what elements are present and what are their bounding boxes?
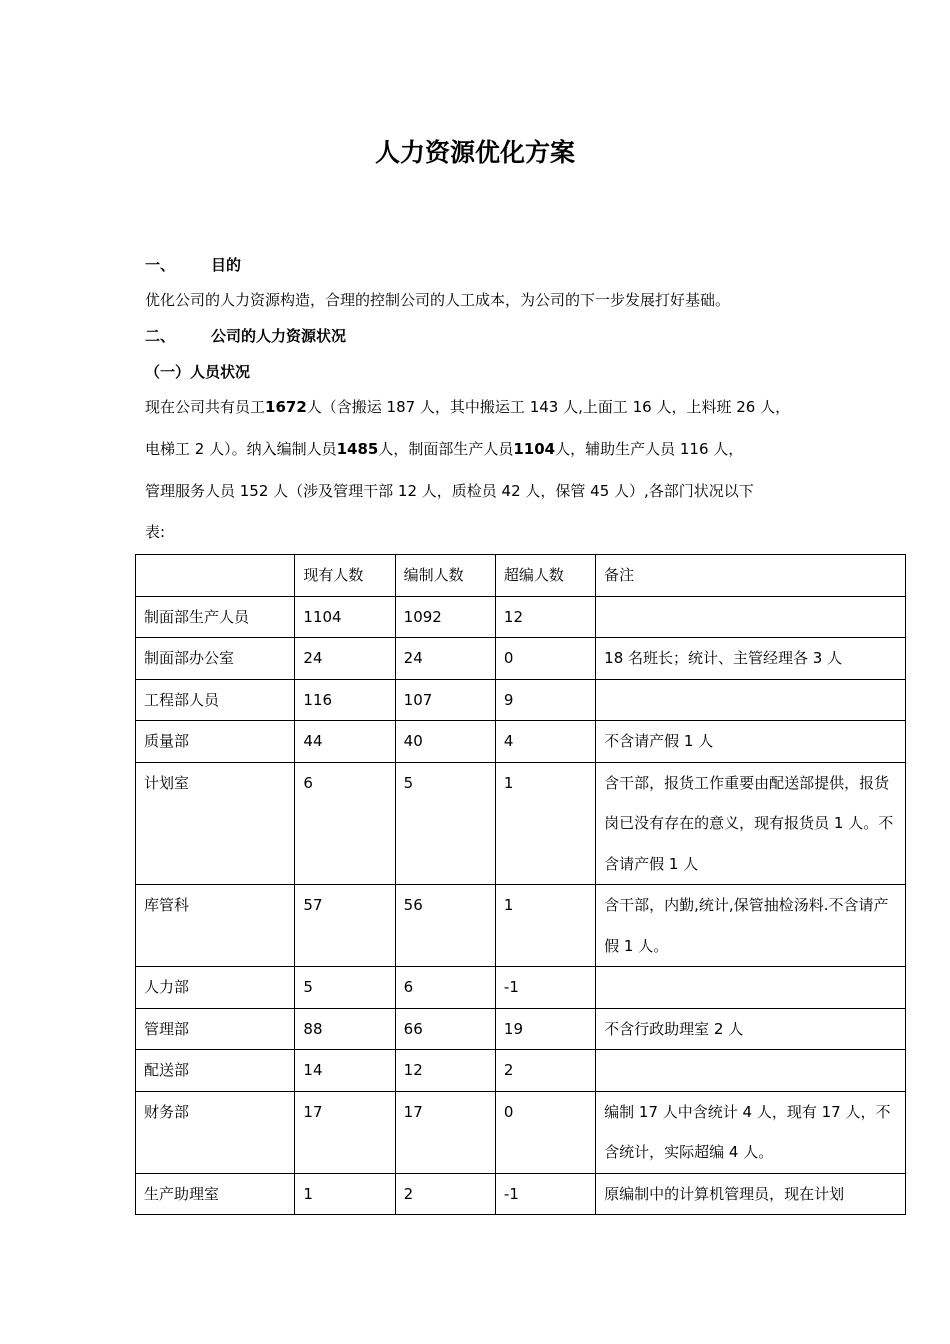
current-cell: 88 [295,1008,395,1050]
current-cell: 14 [295,1050,395,1092]
current-cell: 1 [295,1173,395,1215]
quota-cell: 5 [395,762,495,885]
note-cell [596,967,906,1009]
quota-cell: 40 [395,721,495,763]
quota-cell: 17 [395,1091,495,1173]
staff-table [135,554,906,1215]
over-cell: 12 [495,596,595,638]
table-row [136,967,906,1009]
note-cell: 18 名班长；统计、主管经理各 3 人 [596,638,906,680]
status-number: 1104 [513,440,556,458]
table-row [136,1050,906,1092]
note-cell: 含干部，内勤,统计,保管抽检汤料.不含请产假 1 人。 [596,885,906,967]
dept-cell: 财务部 [136,1091,295,1173]
dept-cell: 计划室 [136,762,295,885]
section-label: 目的 [211,255,242,274]
dept-cell: 制面部办公室 [136,638,295,680]
table-row [136,1173,906,1215]
quota-cell: 2 [395,1173,495,1215]
quota-cell: 56 [395,885,495,967]
current-cell: 1104 [295,596,395,638]
quota-cell: 24 [395,638,495,680]
over-cell: 4 [495,721,595,763]
dept-cell: 配送部 [136,1050,295,1092]
section-heading-purpose [145,253,241,275]
status-line-2 [145,438,743,460]
dept-cell: 人力部 [136,967,295,1009]
status-text: 人（含搬运 187 人，其中搬运工 143 人,上面工 16 人，上料班 26 人， [306,398,791,416]
section-heading-hr-status [145,324,346,346]
table-header-row [136,555,906,597]
note-cell [596,1050,906,1092]
over-cell: -1 [495,967,595,1009]
note-cell: 含干部，报货工作重要由配送部提供，报货岗已没有存在的意义，现有报货员 1 人。不含请产假 1 人 [596,762,906,885]
dept-cell: 库管科 [136,885,295,967]
current-cell: 5 [295,967,395,1009]
current-cell: 116 [295,679,395,721]
quota-cell: 6 [395,967,495,1009]
note-cell: 不含请产假 1 人 [596,721,906,763]
table-row [136,885,906,967]
note-cell [596,679,906,721]
table-row [136,762,906,885]
current-cell: 44 [295,721,395,763]
dept-cell: 制面部生产人员 [136,596,295,638]
quota-cell: 66 [395,1008,495,1050]
over-cell: 0 [495,638,595,680]
section-label: 公司的人力资源状况 [211,326,347,345]
over-cell: 2 [495,1050,595,1092]
note-cell: 编制 17 人中含统计 4 人，现有 17 人，不含统计，实际超编 4 人。 [596,1091,906,1173]
status-line-4: 表: [145,523,166,541]
table-row [136,596,906,638]
status-number: 1672 [265,398,307,416]
document-title: 人力资源优化方案 [374,138,575,167]
note-cell: 原编制中的计算机管理员，现在计划 [596,1173,906,1215]
note-cell [596,596,906,638]
dept-cell: 管理部 [136,1008,295,1050]
table-row [136,638,906,680]
current-cell: 57 [295,885,395,967]
table-row [136,721,906,763]
status-text: 现在公司共有员工 [145,398,266,416]
table-row [136,1091,906,1173]
subsection-heading-staff: （一）人员状况 [145,362,251,381]
header-cell: 超编人数 [495,555,595,597]
over-cell: 9 [495,679,595,721]
status-line-3: 管理服务人员 152 人（涉及管理干部 12 人，质检员 42 人，保管 45 人）,各部门状况以下 [145,482,754,500]
status-text: 电梯工 2 人）。纳入编制人员 [145,440,337,458]
current-cell: 6 [295,762,395,885]
header-cell: 编制人数 [395,555,495,597]
header-cell: 备注 [596,555,906,597]
current-cell: 17 [295,1091,395,1173]
table-row [136,1008,906,1050]
purpose-text: 优化公司的人力资源构造，合理的控制公司的人工成本，为公司的下一步发展打好基础。 [145,291,731,309]
quota-cell: 1092 [395,596,495,638]
over-cell: 0 [495,1091,595,1173]
quota-cell: 12 [395,1050,495,1092]
dept-cell: 生产助理室 [136,1173,295,1215]
over-cell: 1 [495,762,595,885]
table-row [136,679,906,721]
over-cell: 1 [495,885,595,967]
header-cell: 现有人数 [295,555,395,597]
section-number: 二、 [145,326,176,345]
current-cell: 24 [295,638,395,680]
header-cell [136,555,295,597]
status-number: 1485 [336,440,379,458]
dept-cell: 工程部人员 [136,679,295,721]
note-cell: 不含行政助理室 2 人 [596,1008,906,1050]
quota-cell: 107 [395,679,495,721]
status-text: 人，制面部生产人员 [378,440,514,458]
over-cell: 19 [495,1008,595,1050]
dept-cell: 质量部 [136,721,295,763]
over-cell: -1 [495,1173,595,1215]
status-line-1 [145,396,790,418]
section-number: 一、 [145,255,176,274]
status-text: 人，辅助生产人员 116 人， [555,440,744,458]
